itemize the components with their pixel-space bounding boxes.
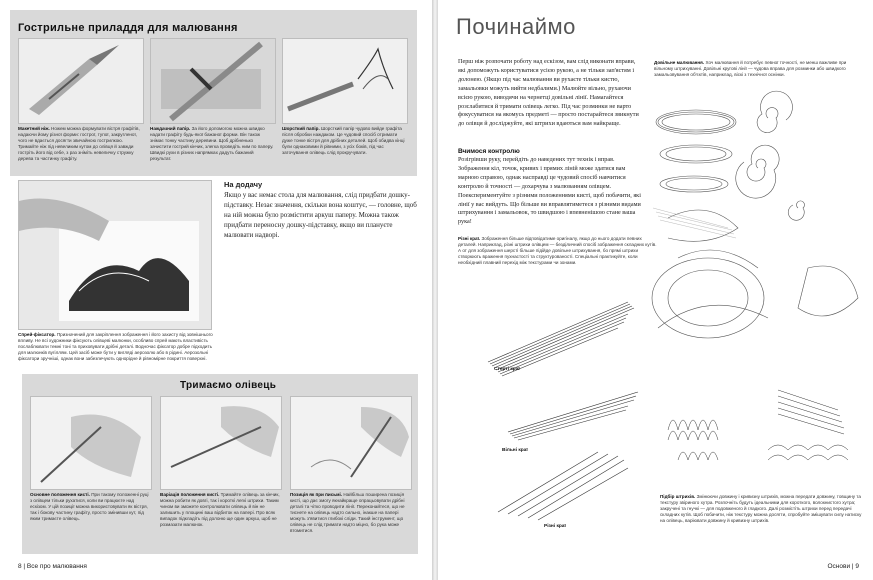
basic-position-photo (30, 396, 152, 490)
holding-pencil-title: Тримаємо олівець (180, 380, 277, 391)
intro-text: Перш ніж розпочати роботу над ескізом, вам слід виконати вправи, які допоможуть користуватися усією рукою, а не тільки зап'ястям і долонею. (Якщо під час малювання ви рухаєте тільки кистю, замальовки можуть вийти недбалими.) Малюйте вільно, рухаючи всією рукою, виводячи на чернетці довільні лінії. Намагайтеся розслабитися й тримати олівець легко. Під час розминки не варто фокусуватися на якомусь предметі — просто постарайтеся звикнути до олівця й досліджуйте, які штрихи вдаються вам найкраще. (458, 58, 639, 128)
writing-position-photo (290, 396, 412, 490)
stroke-edge-samples (478, 282, 648, 532)
craft-knife-caption: Макетний ніж. Ножем можна формувати вістря графітів, надаючи йому різної форми: гострої, тупої, закругленої, чого не вдається досягти звичайною гострилкою. Тримайте ніж під невеликим кутом до олівця й завжди гостріть його від себе, з раз зніміть невеличку стружку дерева та частинку графіту. (18, 126, 140, 161)
control-text: Розігрівши руку, перейдіть до наведених тут технік і вправ. Зображення кіл, точок, кривих і прямих ліній може здатися вам марною справою, однак насправді це чудовий спосіб навчитися контролю й точності — дохарчува з малюванням олівцем. Поекспериментуйте з різними положеннями кисті, щоб побачити, які лінії у вас вийдуть. Що більше ви вправлятиметеся з різними видами штрихування і замальовок, то швидшою і впевненішою стане ваша рука! (458, 156, 641, 226)
spray-fixative-photo (18, 180, 212, 330)
rough-paper-photo (282, 38, 408, 124)
holding-pencil-box (22, 374, 418, 554)
spray-fixative-caption: Спрей-фіксатор. Призначений для закріплення зображення і його захисту від зовнішнього впливу. Не всі художники фіксують олівцеві малюнки, особливо спрей мають властивість послаблювати темні тоні та приховувати дрібні деталі. Водночас фіксатор добре підходить для малюнків вугіллям. Цей засіб може бути у вигляді аерозолю або в рідині. Аерозольні фіксатори зручніші, однак вони забезпечують однорідне й рівномірне покриття поверхні. (18, 332, 213, 361)
circle-sketches (648, 88, 868, 358)
tip-block (224, 180, 420, 240)
tip-heading: На додачу (224, 180, 263, 189)
label-blurred-edges: Стерті краї (494, 367, 520, 372)
label-free-edges: Вільні краї (502, 448, 528, 453)
page-title: Починаймо (456, 14, 576, 39)
left-page (0, 0, 432, 580)
position-variation-photo (160, 396, 282, 490)
label-varied-edges: Різні краї (544, 524, 566, 529)
basic-position-caption: Основне положення кисті. При такому положенні руці з олівцем тільки рухатися, коли ви працюєте над ескізом. У цій позиції можна використовувати як вістря, так і бокову частину графіту, просто змінивши кут, під яким тримаєте олівець. (30, 492, 149, 521)
sharpening-tools-box (10, 10, 417, 176)
right-page-footer: Основи | 9 (827, 563, 859, 570)
sandpaper-caption: Наждачний папір. За його допомогою можна швидко надати графіту будь-якої бажаної форми. Він також знімає тонку частину деревини. Щоб дрібненько зачистити гострий кінчик, злегка проведіть ним по паперу. Швидкі рухи в різних напрямках дадуть бажаний результат. (150, 126, 274, 161)
position-variation-caption: Варіація положення кисті. Тримайте олівець за кінчик, можна робити як довгі, так і короткі легкі штрихи. Таким чином ви зможете контролювати олівець й він не залишить у площині ваш відбиток на папері. Про всяк випадок підкладіть під долоню ще один аркуш, щоб не розмазати малюнок. (160, 492, 280, 527)
rough-paper-caption: Шорсткий папір. Шорсткий папір чудово вийде графіта після обробки наждаком. Це чудовий спосіб отримати дуже тонке вістря для дрібних деталей. Щоб обидва кінці були однаковими й рівними, з усіх боків, під час заточування олівець слід прокручувати. (282, 126, 405, 155)
craft-knife-photo (18, 38, 144, 124)
control-heading: Вчимося контролю (458, 148, 520, 155)
tip-text: Якщо у вас немає стола для малювання, слід придбати дошку-підставку. Незає значення, скільки вона коштує, — головне, щоб на ній можна було розмістити аркуш паперу. Можна також придбати переносну дошку-підставку, якщо ви плануєте малювати надворі. (224, 191, 417, 239)
sharpening-tools-title: Гострильне приладдя для малювання (18, 22, 238, 34)
writing-position-caption: Позиція як при письмі. Найбільш поширена позиція кисті, що дає змогу якнайкраще опрацьовувати дрібні деталі та чітко проводити лінії. Переконайтеся, що не тиснете на олівець надто сильно, інакше на папері можуть з'явитися глибокі сліди. Такий інструмент, що олівець не слід тримати надто міцно, бо рука може втомитися. (290, 492, 405, 533)
left-page-footer: 8 | Все про малювання (18, 563, 87, 570)
free-drawing-caption: Довільне малювання. Хоч малювання й потребує певної точності, не менш важливе при вільному штрихуванні. Довільні кругові лінії — чудова вправа для розминки або швидкого замальовування об'єктів, наприклад, віскі з технічної оснінки. (654, 60, 847, 77)
varied-edges-caption: Різні краї. Зображення більше відповідатиме оригіналу, якщо до нього додати певних деталей. Наприклад, різні штрихи олівцем — безділичний спосіб зображення складних кутів. А от для зображення шерсті більше підійде довільне штрихування, бо прямі штрихи створюють враження пухнастості та структурованості. Спеціальні практикуйте, коли необхідний плавний перехід між текстурами чи зонами. (458, 236, 657, 265)
right-page (438, 0, 873, 580)
sandpaper-photo (150, 38, 276, 124)
hatching-caption: Підбір штрихів. Змінюючи довжину і кривизну штрихів, можна передати довжину, товщину та текстуру звіриного хутра. Розпочніть будуть ідеальними для короткого, волокнистого хутра; закручені та гнучкі — для подовженого й гладкого. Далі розмістіть штрихи перед передачі складних кутів. Щоб побачити, ніж текстуру можна досягти, спробуйте змішувати силу натиску на олівець, варіювати довжину й кривизну штрихів. (660, 494, 862, 523)
hatching-samples (658, 370, 864, 490)
